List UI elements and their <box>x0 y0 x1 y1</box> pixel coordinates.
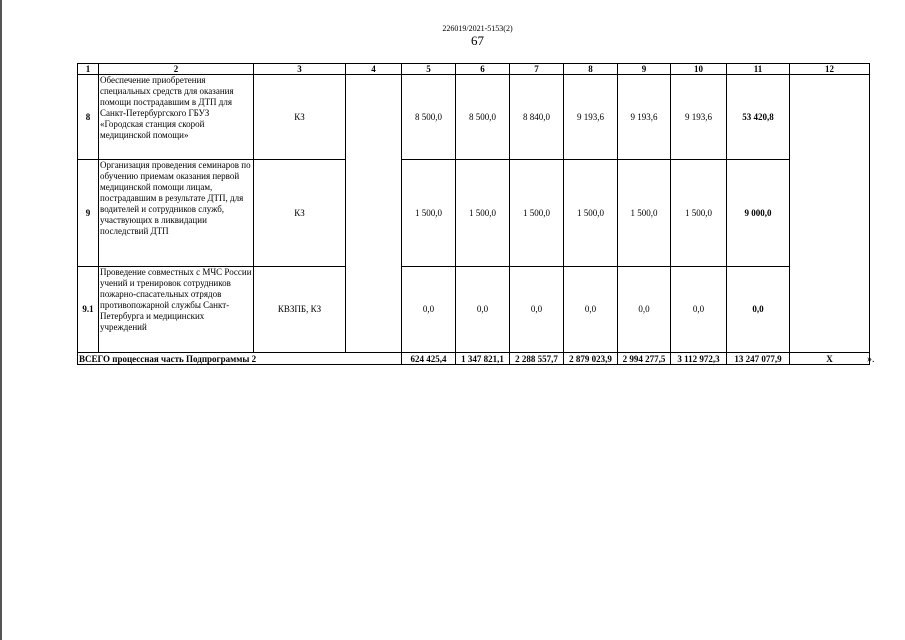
header-row <box>78 64 870 75</box>
row-number: 9 <box>78 160 99 267</box>
header-cell: 10 <box>671 64 727 75</box>
total-value-9: 2 994 277,5 <box>618 353 671 365</box>
header-cell: 3 <box>254 64 346 75</box>
row-value-9: 0,0 <box>618 267 671 353</box>
row-col12 <box>790 75 870 353</box>
closing-quote: ». <box>867 354 875 365</box>
row-value-11: 9 000,0 <box>727 160 790 267</box>
row-executor: КЗ <box>254 75 346 160</box>
total-value-7: 2 288 557,7 <box>510 353 564 365</box>
total-value-11: 13 247 077,9 <box>727 353 790 365</box>
document-id: 226019/2021-5153(2) <box>442 24 513 33</box>
total-value-5: 624 425,4 <box>402 353 456 365</box>
header-cell: 11 <box>727 64 790 75</box>
header-cell: 2 <box>99 64 254 75</box>
row-executor: КЗ <box>254 160 346 267</box>
header-cell: 12 <box>790 64 870 75</box>
total-row <box>78 353 870 365</box>
row-value-5: 8 500,0 <box>402 75 456 160</box>
table-row <box>78 160 870 267</box>
row-value-10: 1 500,0 <box>671 160 727 267</box>
scan-edge <box>0 0 2 640</box>
budget-table <box>77 63 870 365</box>
row-value-9: 9 193,6 <box>618 75 671 160</box>
header-cell: 7 <box>510 64 564 75</box>
row-executor: КВЗПБ, КЗ <box>254 267 346 353</box>
row-value-11: 0,0 <box>727 267 790 353</box>
total-value-6: 1 347 821,1 <box>456 353 510 365</box>
row-name: Проведение совместных с МЧС России учений и тренировок сотрудников пожарно-спасательных отрядов противопожарной службы Санкт-Петербурга и медицинских учреждений <box>99 267 254 353</box>
table-row <box>78 267 870 353</box>
header-cell: 4 <box>346 64 402 75</box>
row-number: 8 <box>78 75 99 160</box>
table-row <box>78 75 870 160</box>
row-col4 <box>346 75 402 353</box>
row-value-7: 8 840,0 <box>510 75 564 160</box>
page-number: 67 <box>471 33 484 48</box>
header-cell: 9 <box>618 64 671 75</box>
row-value-10: 9 193,6 <box>671 75 727 160</box>
row-value-8: 0,0 <box>564 267 618 353</box>
header-cell: 5 <box>402 64 456 75</box>
total-value-8: 2 879 023,9 <box>564 353 618 365</box>
header-cell: 8 <box>564 64 618 75</box>
row-value-8: 9 193,6 <box>564 75 618 160</box>
row-value-7: 1 500,0 <box>510 160 564 267</box>
row-value-6: 8 500,0 <box>456 75 510 160</box>
row-value-6: 0,0 <box>456 267 510 353</box>
row-value-11: 53 420,8 <box>727 75 790 160</box>
row-value-6: 1 500,0 <box>456 160 510 267</box>
row-value-7: 0,0 <box>510 267 564 353</box>
row-value-5: 0,0 <box>402 267 456 353</box>
row-value-9: 1 500,0 <box>618 160 671 267</box>
row-name: Обеспечение приобретения специальных средств для оказания помощи пострадавшим в ДТП для Санкт-Петербургского ГБУЗ «Городская станция скорой медицинской помощи» <box>99 75 254 160</box>
header-cell: 1 <box>78 64 99 75</box>
row-name: Организация проведения семинаров по обучению приемам оказания первой медицинской помощи лицам, пострадавшим в результате ДТП, для водителей и сотрудников служб, участвующих в ликвидации последствий ДТП <box>99 160 254 267</box>
row-number: 9.1 <box>78 267 99 353</box>
row-value-10: 0,0 <box>671 267 727 353</box>
row-value-5: 1 500,0 <box>402 160 456 267</box>
row-value-8: 1 500,0 <box>564 160 618 267</box>
total-value-10: 3 112 972,3 <box>671 353 727 365</box>
total-label: ВСЕГО процессная часть Подпрограммы 2 <box>78 353 402 365</box>
total-col12: Х <box>790 353 870 365</box>
header-cell: 6 <box>456 64 510 75</box>
